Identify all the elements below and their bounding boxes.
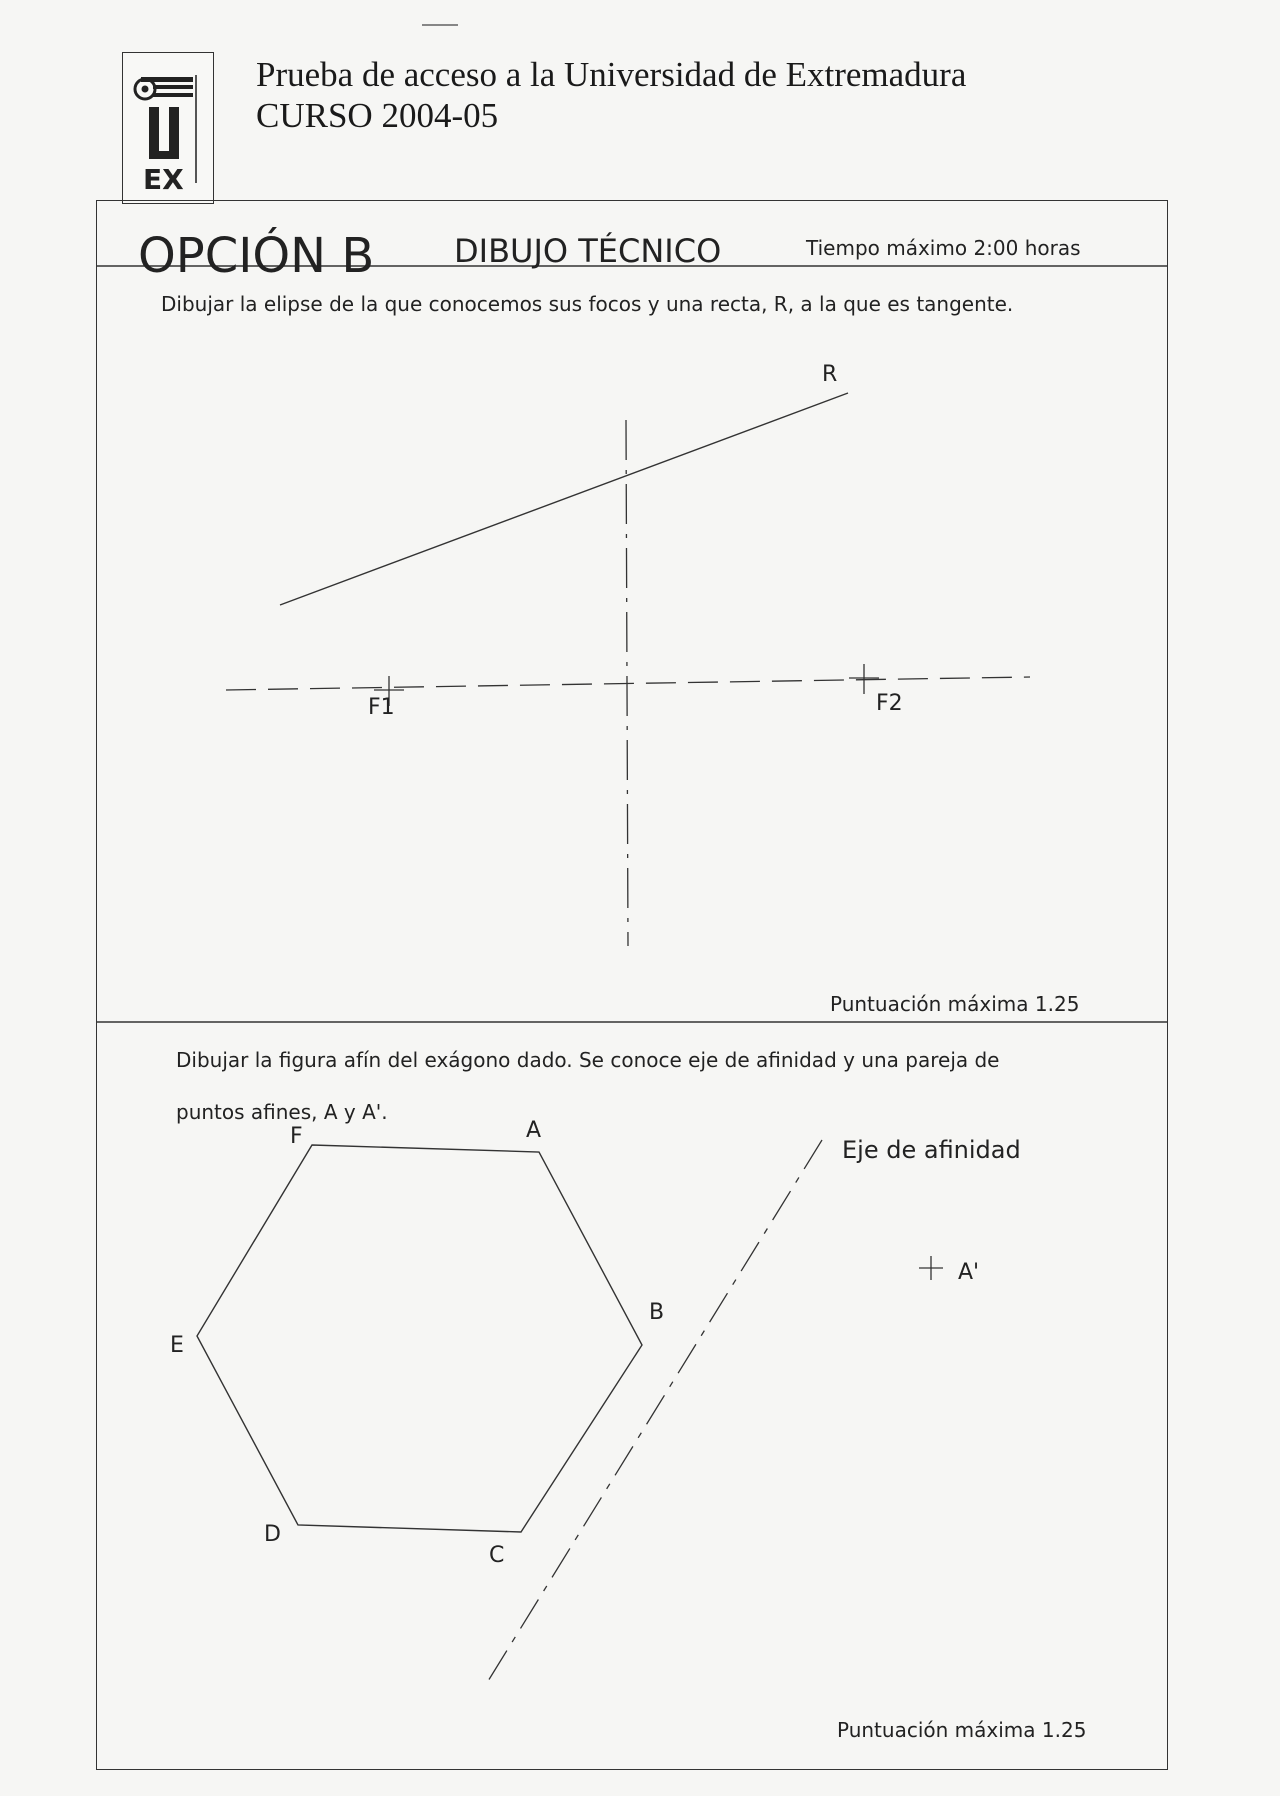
university-logo	[122, 52, 214, 204]
vertex-label-d: D	[264, 1522, 281, 1547]
label-f1: F1	[368, 695, 395, 720]
vertex-label-f: F	[290, 1124, 303, 1149]
question-2-score: Puntuación máxima 1.25	[837, 1718, 1087, 1742]
exam-frame	[96, 200, 1168, 1770]
vertex-label-a: A	[526, 1118, 542, 1143]
question-1-score: Puntuación máxima 1.25	[830, 992, 1080, 1016]
question-2-text-line-1: Dibujar la figura afín del exágono dado. Se conoce eje de afinidad y una pareja de	[176, 1048, 1000, 1072]
header-title	[256, 54, 966, 137]
vertex-label-e: E	[170, 1333, 184, 1358]
header-line-1: Prueba de acceso a la Universidad de Extremadura	[256, 55, 967, 94]
label-a-prime: A'	[958, 1260, 980, 1285]
time-limit: Tiempo máximo 2:00 horas	[806, 236, 1081, 260]
question-2-text-line-2: puntos afines, A y A'.	[176, 1100, 388, 1124]
svg-text:EX: EX	[143, 163, 184, 196]
vertex-label-b: B	[649, 1300, 665, 1325]
subject-title: DIBUJO TÉCNICO	[454, 232, 722, 270]
affinity-axis-label: Eje de afinidad	[842, 1136, 1021, 1164]
question-1-text: Dibujar la elipse de la que conocemos sus focos y una recta, R, a la que es tangente.	[161, 292, 1014, 316]
option-title: OPCIÓN B	[138, 228, 375, 284]
vertex-label-c: C	[489, 1543, 505, 1568]
header-line-2: CURSO 2004-05	[256, 96, 499, 136]
label-f2: F2	[876, 691, 903, 716]
label-r: R	[822, 362, 838, 387]
logo-emblem	[123, 53, 213, 203]
